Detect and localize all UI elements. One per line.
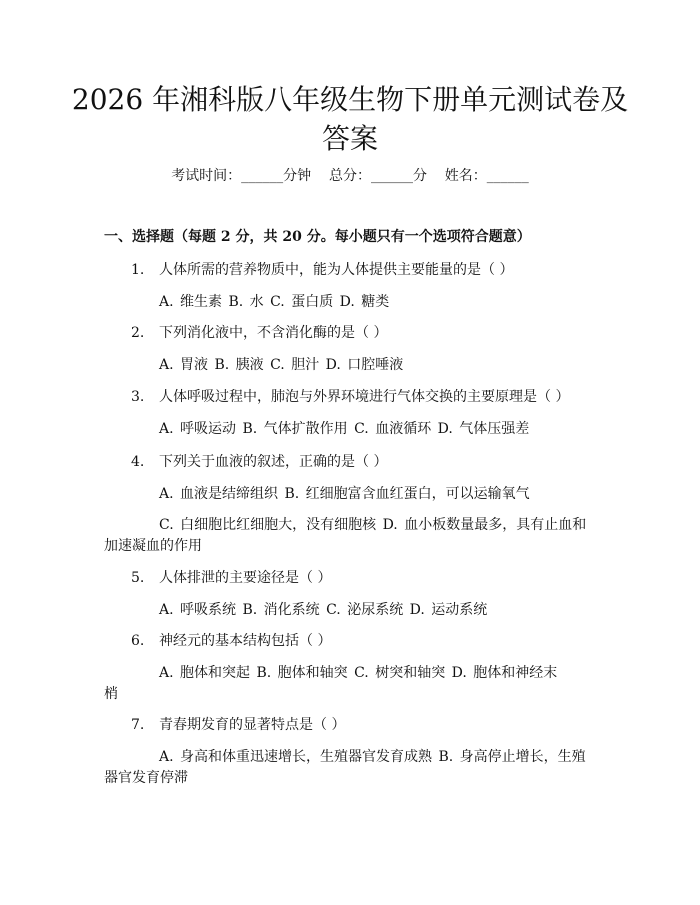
section-heading-choice: 一、选择题（每题 2 分，共 20 分。每小题只有一个选项符合题意） xyxy=(104,229,531,245)
question-number: 7. xyxy=(131,717,145,733)
question-text: 下列关于血液的叙述，正确的是（ ） xyxy=(159,454,388,470)
question-options: A. 胞体和突起 B. 胞体和轴突 C. 树突和轴突 D. 胞体和神经末 xyxy=(159,665,558,681)
title-line-2: 答案 xyxy=(321,122,378,155)
question-options-continued: 器官发育停滞 xyxy=(104,770,188,786)
question-number: 5. xyxy=(131,570,145,586)
question-number: 1. xyxy=(131,262,145,278)
question-number: 6. xyxy=(131,633,145,649)
question-options: A. 血液是结缔组织 B. 红细胞富含血红蛋白，可以运输氧气 xyxy=(159,486,530,502)
question-text: 人体所需的营养物质中，能为人体提供主要能量的是（ ） xyxy=(159,262,514,278)
question-text: 人体呼吸过程中，肺泡与外界环境进行气体交换的主要原理是（ ） xyxy=(159,389,570,405)
question-options-continued: 梢 xyxy=(104,686,118,702)
question-text: 神经元的基本结构包括（ ） xyxy=(159,633,332,649)
question-options: A. 维生素 B. 水 C. 蛋白质 D. 糖类 xyxy=(159,294,390,310)
exam-info-line: 考试时间：______分钟 总分：______分 姓名：______ xyxy=(171,168,529,184)
question-number: 4. xyxy=(131,454,145,470)
question-options: C. 白细胞比红细胞大，没有细胞核 D. 血小板数量最多，具有止血和 xyxy=(159,517,587,533)
document-title xyxy=(60,80,640,158)
question-options: A. 呼吸运动 B. 气体扩散作用 C. 血液循环 D. 气体压强差 xyxy=(159,421,530,437)
question-text: 人体排泄的主要途径是（ ） xyxy=(159,570,332,586)
title-line-1: 2026 年湘科版八年级生物下册单元测试卷及 xyxy=(71,83,629,116)
question-number: 3. xyxy=(131,389,145,405)
question-number: 2. xyxy=(131,325,145,341)
question-text: 青春期发育的显著特点是（ ） xyxy=(159,717,346,733)
question-options: A. 身高和体重迅速增长，生殖器官发育成熟 B. 身高停止增长，生殖 xyxy=(159,749,586,765)
question-text: 下列消化液中，不含消化酶的是（ ） xyxy=(159,325,388,341)
question-options: A. 呼吸系统 B. 消化系统 C. 泌尿系统 D. 运动系统 xyxy=(159,602,488,618)
question-options: A. 胃液 B. 胰液 C. 胆汁 D. 口腔唾液 xyxy=(159,357,404,373)
question-options-continued: 加速凝血的作用 xyxy=(104,538,202,554)
